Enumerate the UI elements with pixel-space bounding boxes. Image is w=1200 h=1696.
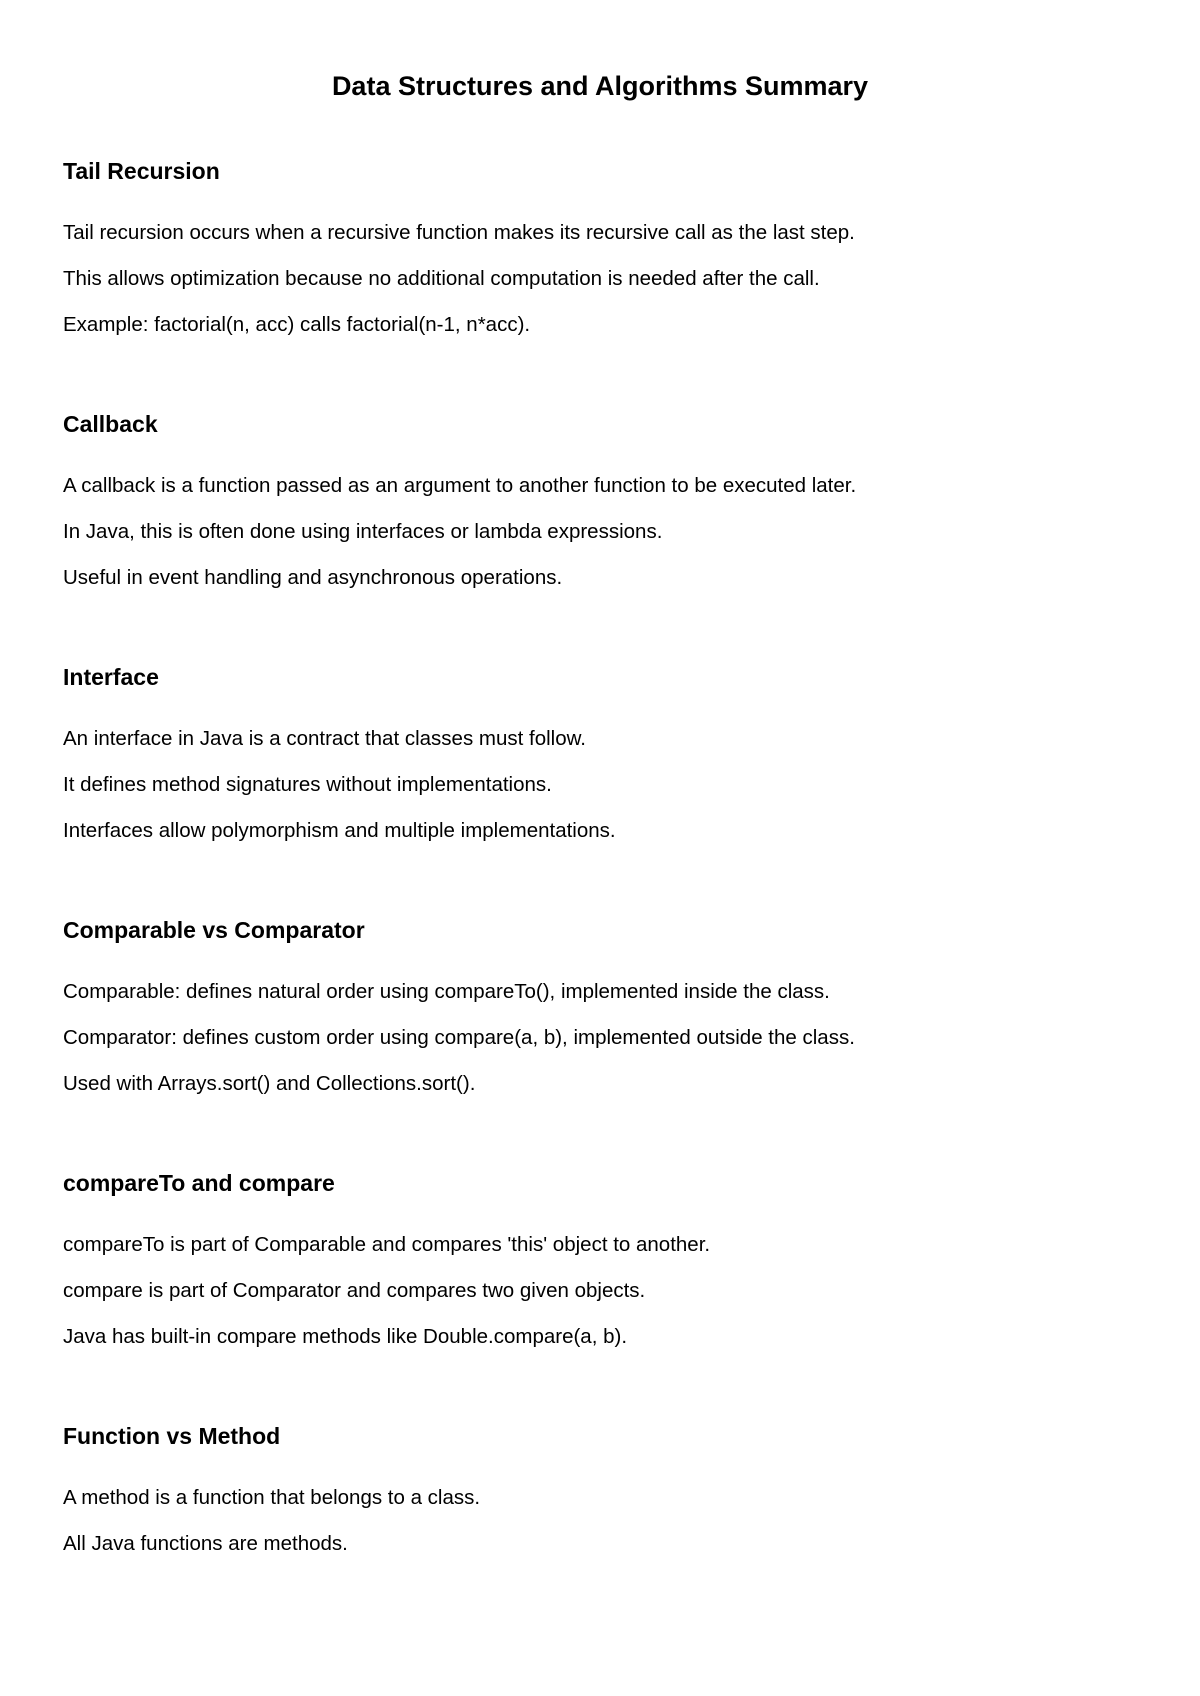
body-line: Useful in event handling and asynchronous operations. <box>63 566 563 589</box>
section-tail-recursion <box>63 156 1143 356</box>
body-line: compareTo is part of Comparable and compares 'this' object to another. <box>63 1233 711 1256</box>
section-heading: compareTo and compare <box>63 1170 335 1196</box>
body-line: compare is part of Comparator and compares two given objects. <box>63 1279 646 1302</box>
body-line: All Java functions are methods. <box>63 1532 348 1555</box>
body-line: A callback is a function passed as an argument to another function to be executed later. <box>63 474 857 497</box>
section-interface <box>63 662 1143 862</box>
section-heading: Interface <box>63 664 159 690</box>
section-body <box>63 1230 1143 1352</box>
section-body <box>63 1483 1143 1559</box>
body-line: Example: factorial(n, acc) calls factorial(n-1, n*acc). <box>63 313 531 336</box>
body-line: It defines method signatures without implementations. <box>63 773 552 796</box>
body-line: Java has built-in compare methods like Double.compare(a, b). <box>63 1325 628 1348</box>
section-callback <box>63 409 1143 609</box>
body-line: A method is a function that belongs to a class. <box>63 1486 481 1509</box>
body-line: In Java, this is often done using interfaces or lambda expressions. <box>63 520 663 543</box>
body-line: An interface in Java is a contract that classes must follow. <box>63 727 586 750</box>
section-body <box>63 977 1143 1099</box>
section-heading: Function vs Method <box>63 1423 281 1449</box>
section-heading: Comparable vs Comparator <box>63 917 365 943</box>
body-line: Comparable: defines natural order using compareTo(), implemented inside the class. <box>63 980 830 1003</box>
section-body <box>63 471 1143 593</box>
section-comparable-vs-comparator <box>63 915 1143 1115</box>
section-heading: Callback <box>63 411 158 437</box>
section-body <box>63 724 1143 846</box>
document-title: Data Structures and Algorithms Summary <box>331 71 869 101</box>
section-compareto-and-compare <box>63 1168 1143 1368</box>
body-line: Tail recursion occurs when a recursive function makes its recursive call as the last step. <box>63 221 855 244</box>
section-heading: Tail Recursion <box>63 158 220 184</box>
body-line: Comparator: defines custom order using compare(a, b), implemented outside the class. <box>63 1026 855 1049</box>
section-function-vs-method <box>63 1421 1143 1575</box>
body-line: This allows optimization because no additional computation is needed after the call. <box>63 267 820 290</box>
body-line: Used with Arrays.sort() and Collections.sort(). <box>63 1072 476 1095</box>
section-body <box>63 218 1143 340</box>
body-line: Interfaces allow polymorphism and multiple implementations. <box>63 819 616 842</box>
